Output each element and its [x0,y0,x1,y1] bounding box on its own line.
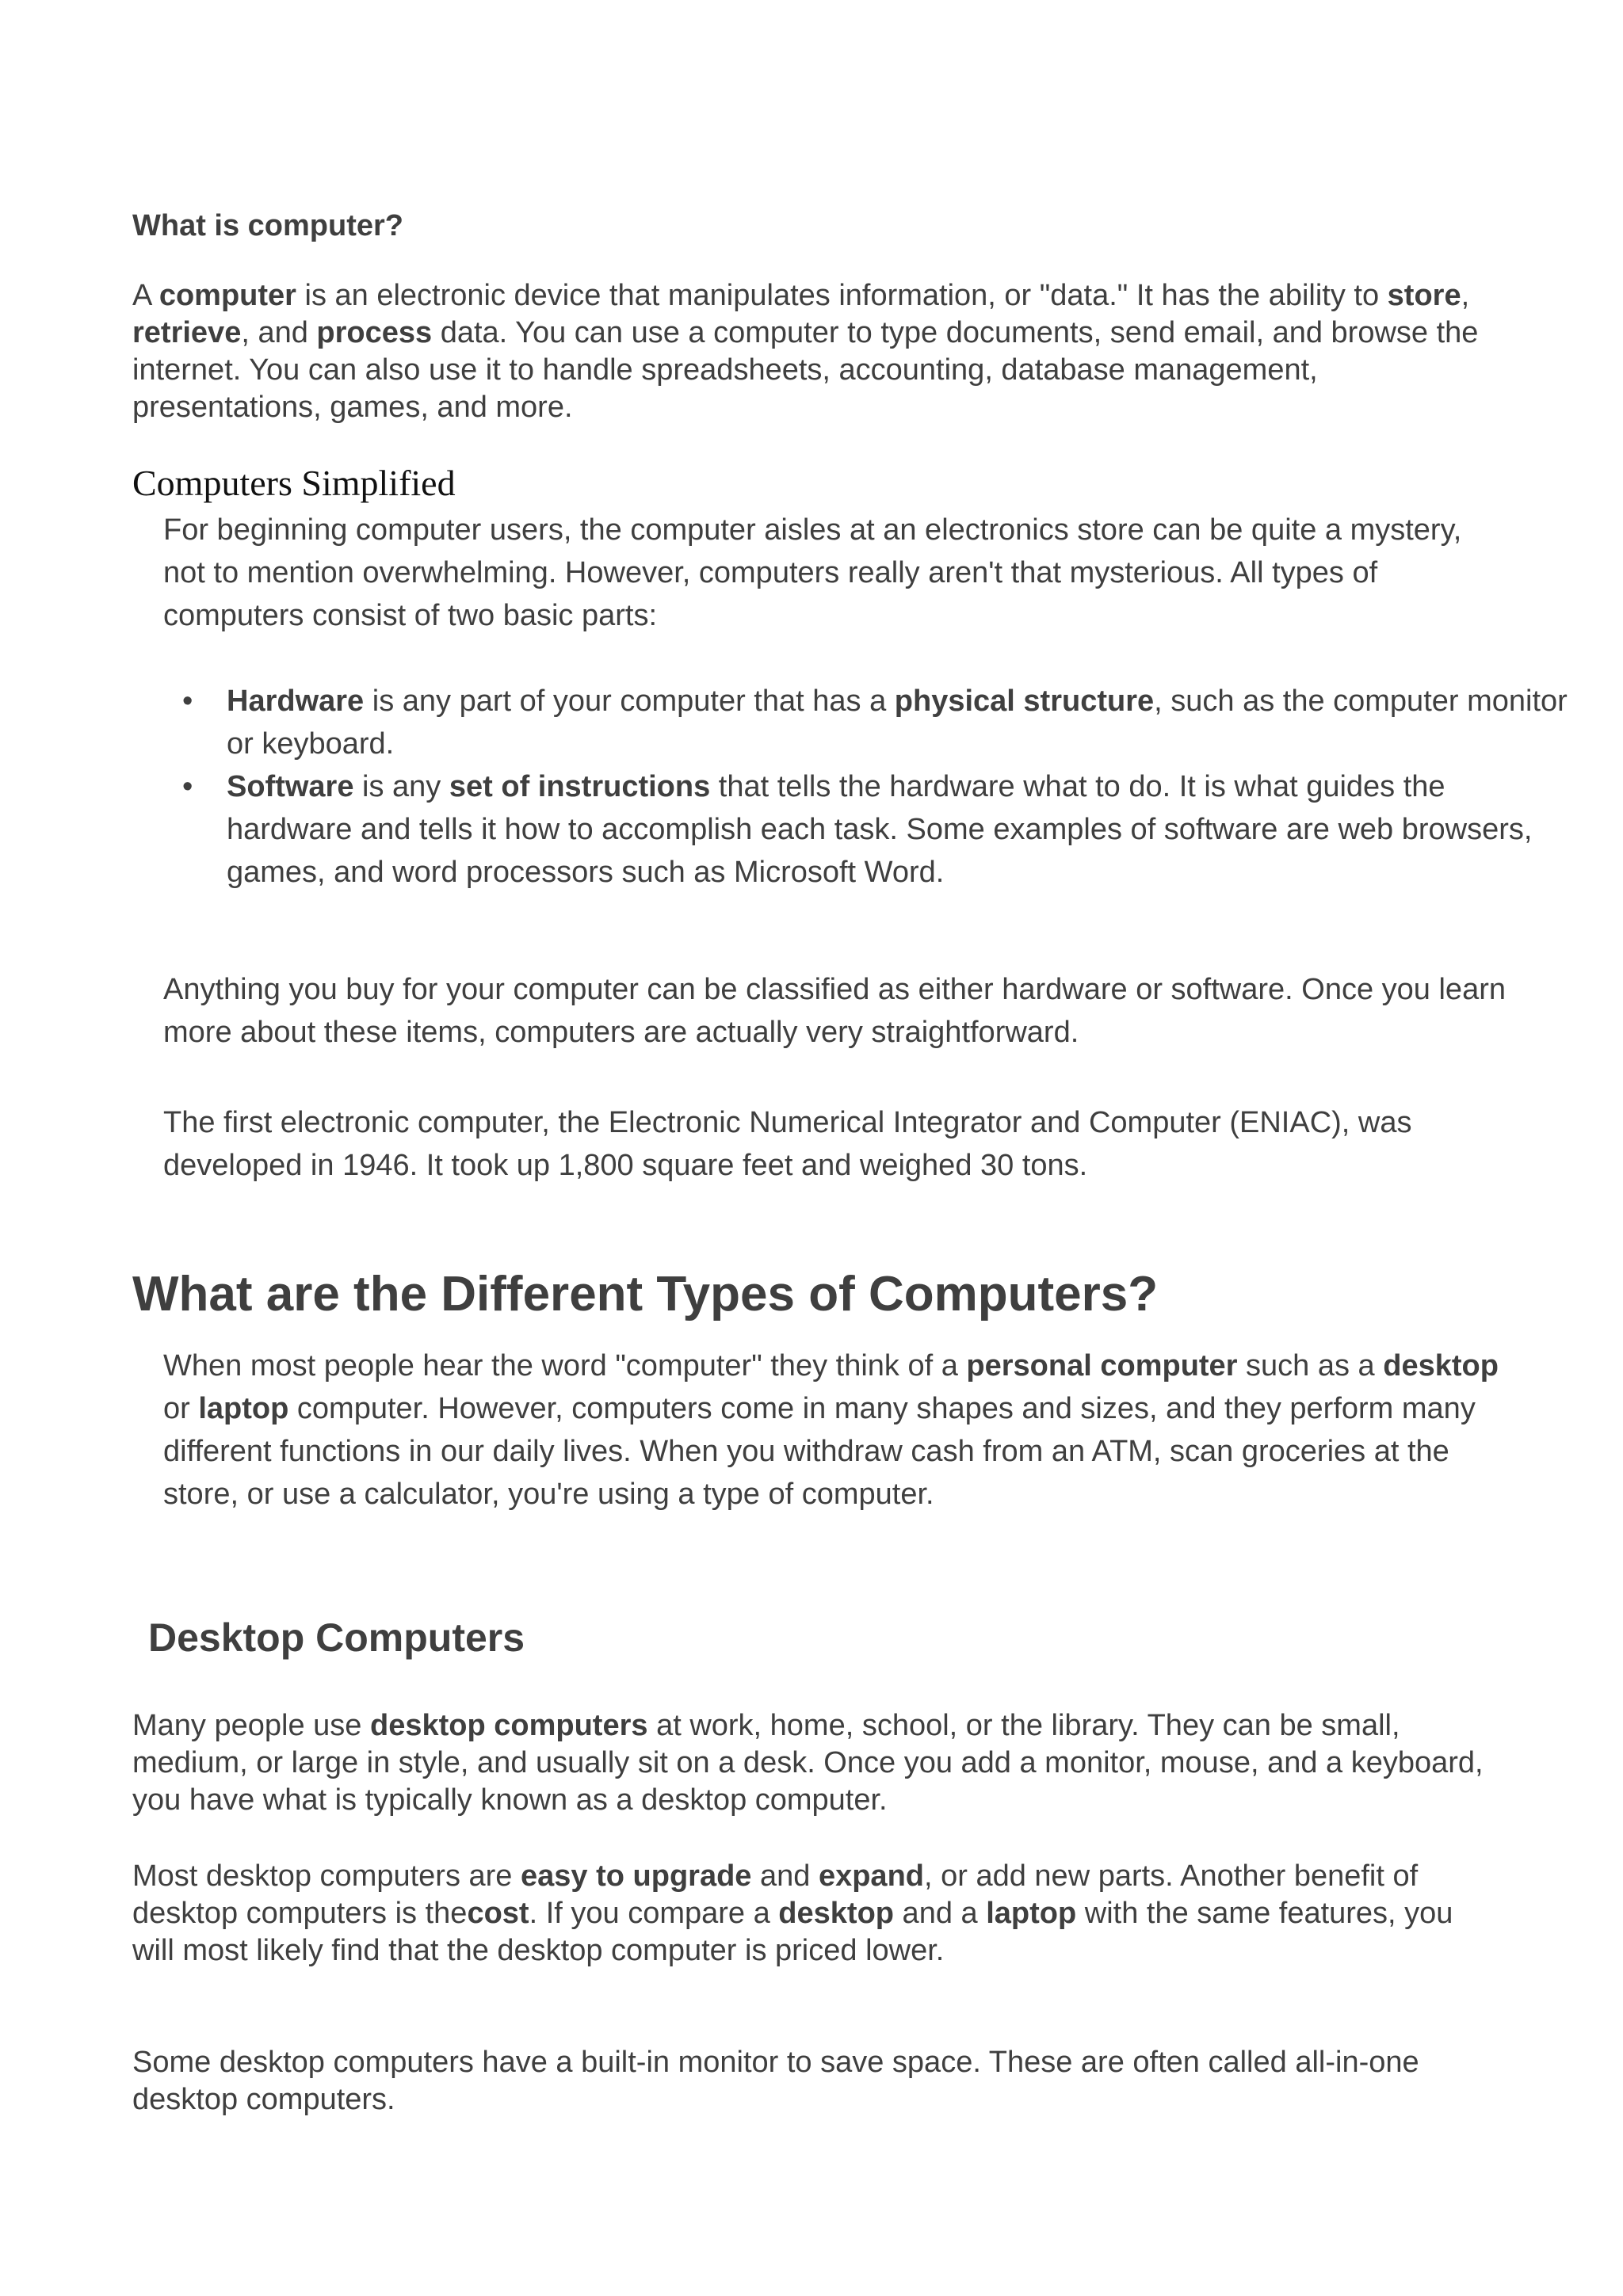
paragraph-desktop-use: Many people use desktop computers at work, home, school, or the library. They can be small, medium, or large in style, and usually sit on a desk. Once you add a monitor, mouse, and a keyboard, you have what is typically known as a desktop computer. [132,1709,1484,1817]
paragraph-computer-definition: A computer is an electronic device that manipulates information, or "data." It has the ability to store, retrieve, and process data. You can use a computer to type documents, send email, and browse the internet. You can also use it to handle spreadsheets, accounting, database management, presentations, games, and more. [132,279,1479,424]
bullet-icon: • [182,770,193,803]
paragraph-hardware-or-software: Anything you buy for your computer can be classified as either hardware or software. Once you learn more about these items, computers are actually very straightforward. [163,973,1506,1049]
bullet-list-basic-parts [163,680,1574,894]
paragraph-desktop-upgrade: Most desktop computers are easy to upgrade and expand, or add new parts. Another benefit of desktop computers is thecost. If you compare a desktop and a laptop with the same features, you will most likely find that the desktop computer is priced lower. [132,1859,1453,1967]
heading-what-is-computer: What is computer? [132,209,404,242]
paragraph-all-in-one: Some desktop computers have a built-in monitor to save space. These are often called all-in-one desktop computers. [132,2046,1419,2116]
paragraph-intro-basic-parts: For beginning computer users, the computer aisles at an electronics store can be quite a mystery, not to mention overwhelming. However, computers really aren't that mysterious. All types of computers consist of two basic parts: [163,513,1462,632]
heading-desktop-computers: Desktop Computers [148,1615,525,1660]
paragraph-personal-computer: When most people hear the word "computer" they think of a personal computer such as a desktop or laptop computer. However, computers come in many shapes and sizes, and they perform many different functions in our daily lives. When you withdraw cash from an ATM, scan groceries at the store, or use a calculator, you're using a type of computer. [163,1349,1499,1511]
list-item-hardware: • Hardware is any part of your computer that has a physical structure, such as the computer monitor or keyboard. [227,680,1574,765]
heading-types-of-computers: What are the Different Types of Computers? [132,1267,1159,1322]
heading-computers-simplified: Computers Simplified [132,463,456,503]
paragraph-eniac: The first electronic computer, the Electronic Numerical Integrator and Computer (ENIAC), was developed in 1946. It took up 1,800 square feet and weighed 30 tons. [163,1106,1412,1182]
bullet-icon: • [182,685,193,718]
list-item-software: • Software is any set of instructions that tells the hardware what to do. It is what guides the hardware and tells it how to accomplish each task. Some examples of software are web browsers, games, and word processors such as Microsoft Word. [227,765,1574,894]
